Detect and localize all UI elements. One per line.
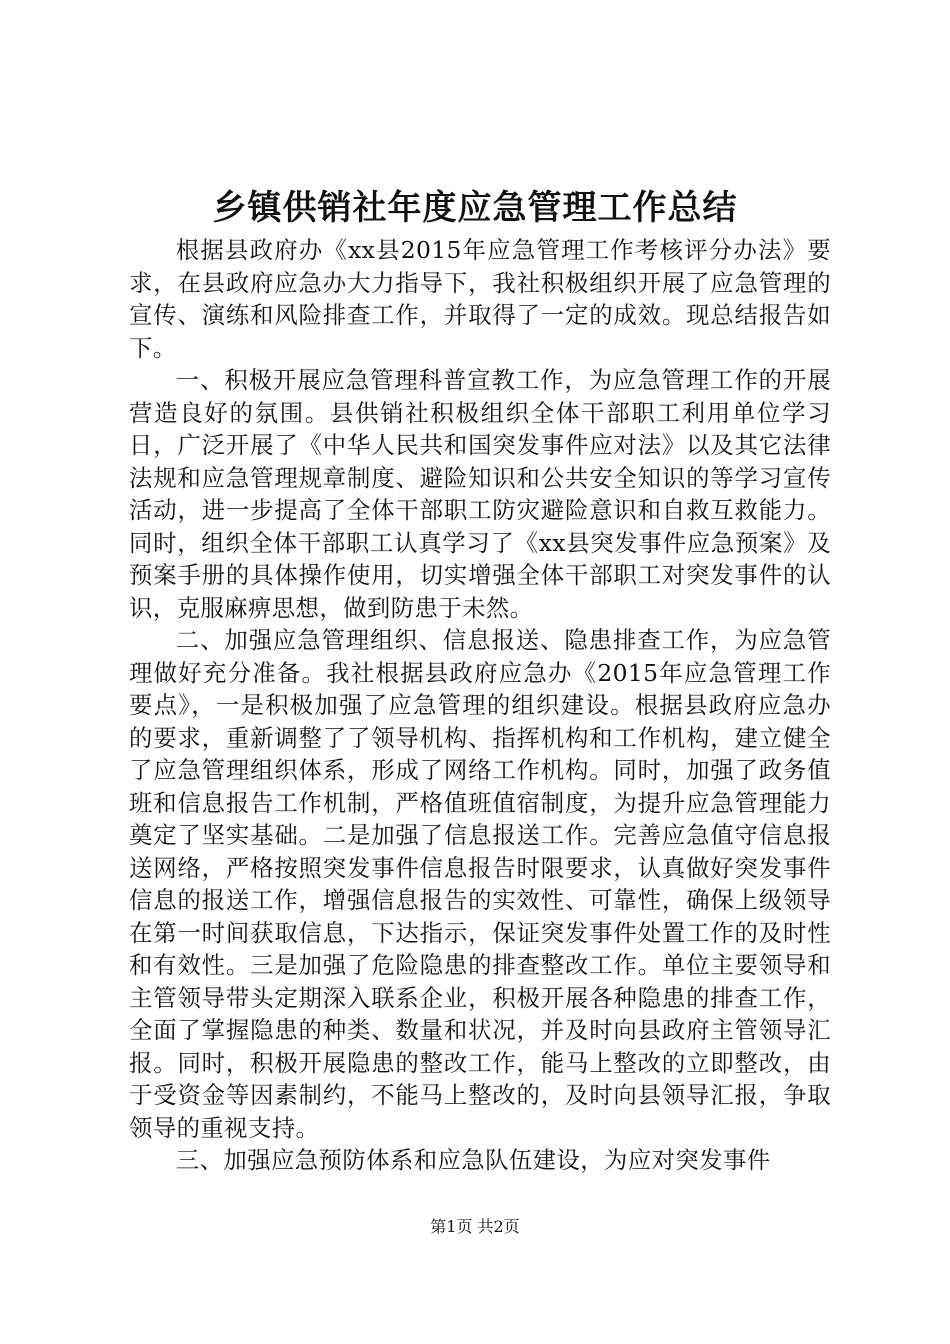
document-title: 乡镇供销社年度应急管理工作总结: [212, 188, 738, 228]
paragraph-section-3: 三、加强应急预防体系和应急队伍建设，为应对突发事件: [175, 1146, 771, 1174]
paragraph-section-2: 二、加强应急管理组织、信息报送、隐患排查工作，为应急管理做好充分准备。我社根据县政府应急办《2015年应急管理工作要点》，一是积极加强了应急管理的组织建设。根据县政府应急办的要求，重新调整了了领导机构、指挥机构和工作机构，建立健全了应急管理组织体系，形成了网络工作机构。同时，加强了政务值班和信息报告工作机制，严格值班值宿制度，为提升应急管理能力奠定了坚实基础。二是加强了信息报送工作。完善应急值守信息报送网络，严格按照突发事件信息报告时限要求，认真做好突发事件信息的报送工作，增强信息报告的实效性、可靠性，确保上级领导在第一时间获取信息，下达指示，保证突发事件处置工作的及时性和有效性。三是加强了危险隐患的排查整改工作。单位主要领导和主管领导带头定期深入联系企业，积极开展各种隐患的排查工作，全面了掌握隐患的种类、数量和状况，并及时向县政府主管领导汇报。同时，积极开展隐患的整改工作，能马上整改的立即整改，由于受资金等因素制约，不能马上整改的，及时向县领导汇报，争取领导的重视支持。: [129, 626, 831, 1142]
document-body: [129, 234, 831, 1177]
page-footer: 第1页 共2页: [430, 1217, 520, 1236]
paragraph-intro: 根据县政府办《xx县2015年应急管理工作考核评分办法》要求，在县政府应急办大力指导下，我社积极组织开展了应急管理的宣传、演练和风险排查工作，并取得了一定的成效。现总结报告如下。: [129, 236, 831, 362]
paragraph-section-1: 一、积极开展应急管理科普宣教工作，为应急管理工作的开展营造良好的氛围。县供销社积极组织全体干部职工利用单位学习日，广泛开展了《中华人民共和国突发事件应对法》以及其它法律法规和应急管理规章制度、避险知识和公共安全知识的等学习宣传活动，进一步提高了全体干部职工防灾避险意识和自救互救能力。同时，组织全体干部职工认真学习了《xx县突发事件应急预案》及预案手册的具体操作使用，切实增强全体干部职工对突发事件的认识，克服麻痹思想，做到防患于未然。: [129, 366, 831, 622]
